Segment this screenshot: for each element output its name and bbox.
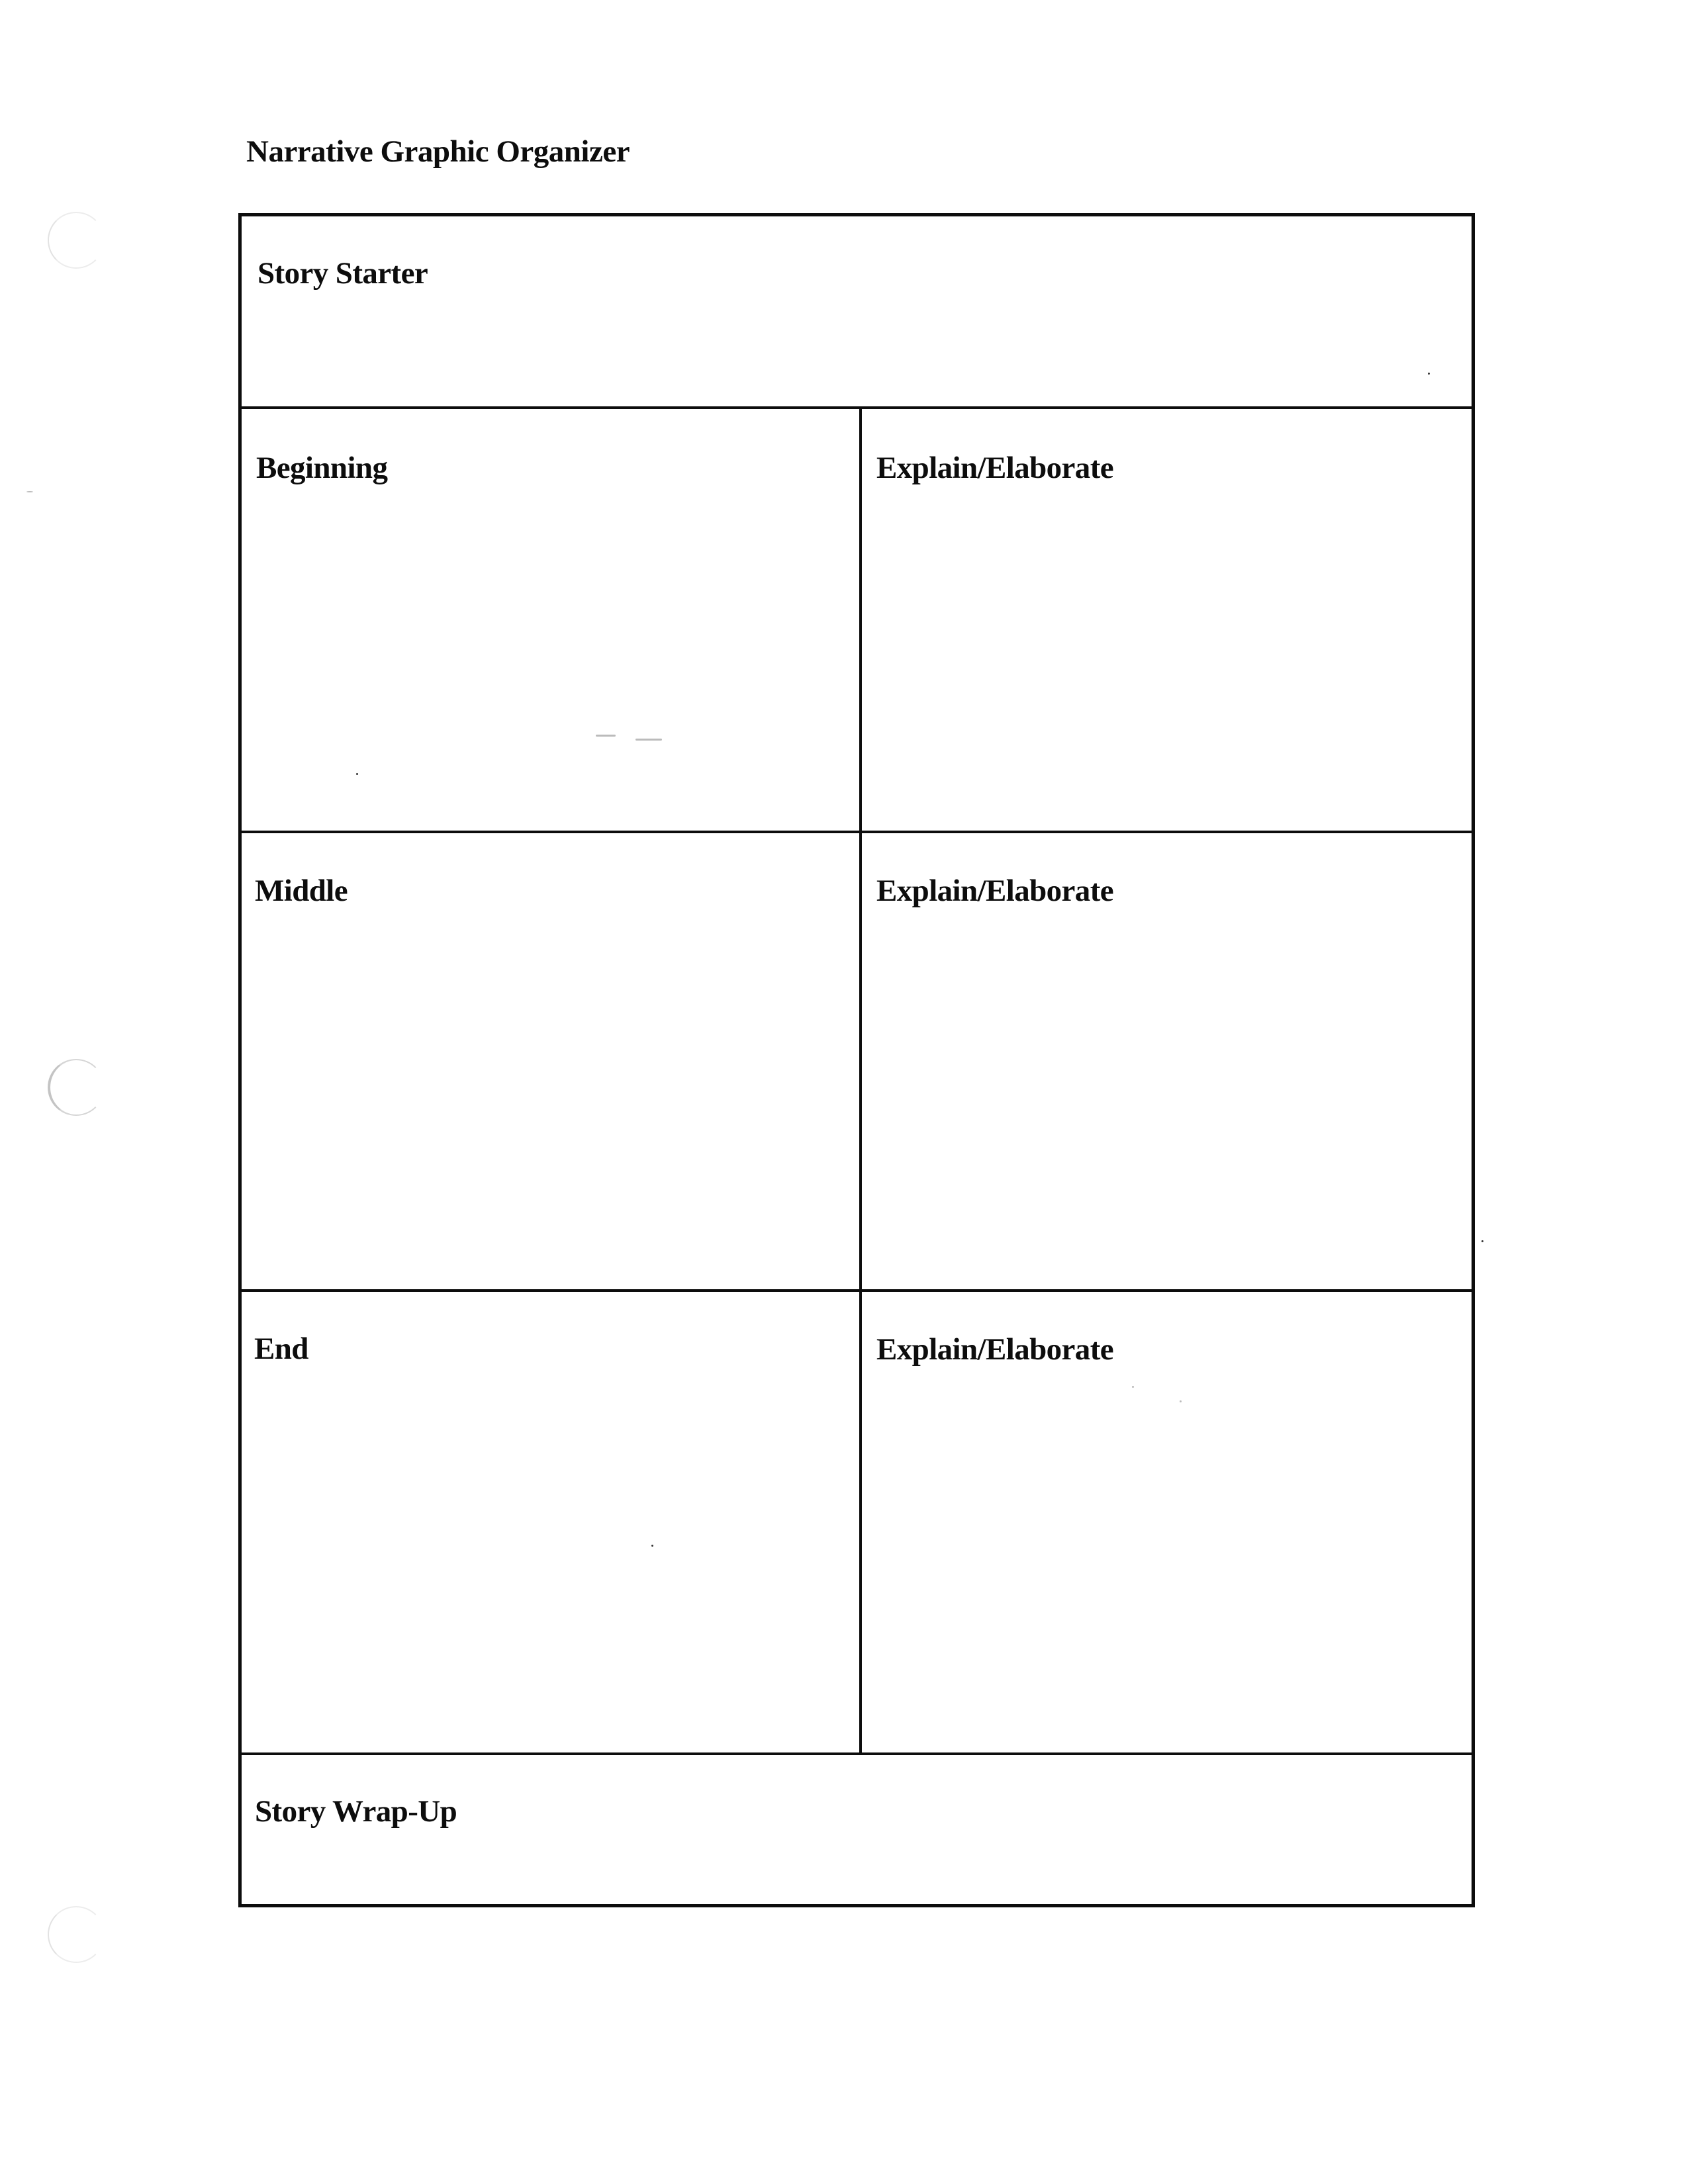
column-divider — [859, 406, 862, 1755]
scan-speck — [635, 739, 662, 741]
scan-speck — [26, 491, 33, 492]
end-cell[interactable] — [242, 1292, 859, 1752]
middle-elaborate-label: Explain/Elaborate — [876, 874, 1114, 908]
story-starter-cell[interactable] — [242, 216, 1472, 406]
scan-speck — [596, 735, 616, 737]
hole-punch-mark-top — [48, 212, 105, 269]
beginning-elaborate-cell[interactable] — [862, 409, 1472, 831]
beginning-label: Beginning — [256, 451, 388, 485]
hole-punch-mark-middle — [48, 1059, 105, 1116]
beginning-cell[interactable] — [242, 409, 859, 831]
scan-speck — [1481, 1240, 1483, 1242]
narrative-organizer-table — [238, 213, 1475, 1907]
story-wrap-up-cell[interactable] — [242, 1755, 1472, 1904]
page-title: Narrative Graphic Organizer — [246, 134, 630, 169]
scan-speck — [356, 773, 358, 775]
middle-label: Middle — [255, 874, 348, 908]
story-starter-label: Story Starter — [258, 256, 428, 291]
middle-cell[interactable] — [242, 833, 859, 1289]
scan-speck — [1132, 1386, 1134, 1388]
end-label: End — [254, 1332, 308, 1366]
story-wrap-up-label: Story Wrap-Up — [255, 1794, 457, 1829]
middle-elaborate-cell[interactable] — [862, 833, 1472, 1289]
beginning-elaborate-label: Explain/Elaborate — [876, 451, 1114, 485]
scan-speck — [1428, 373, 1430, 375]
scan-speck — [651, 1545, 653, 1547]
hole-punch-mark-bottom — [48, 1906, 105, 1963]
scan-speck — [1180, 1400, 1182, 1402]
end-elaborate-cell[interactable] — [862, 1292, 1472, 1752]
end-elaborate-label: Explain/Elaborate — [876, 1332, 1114, 1367]
